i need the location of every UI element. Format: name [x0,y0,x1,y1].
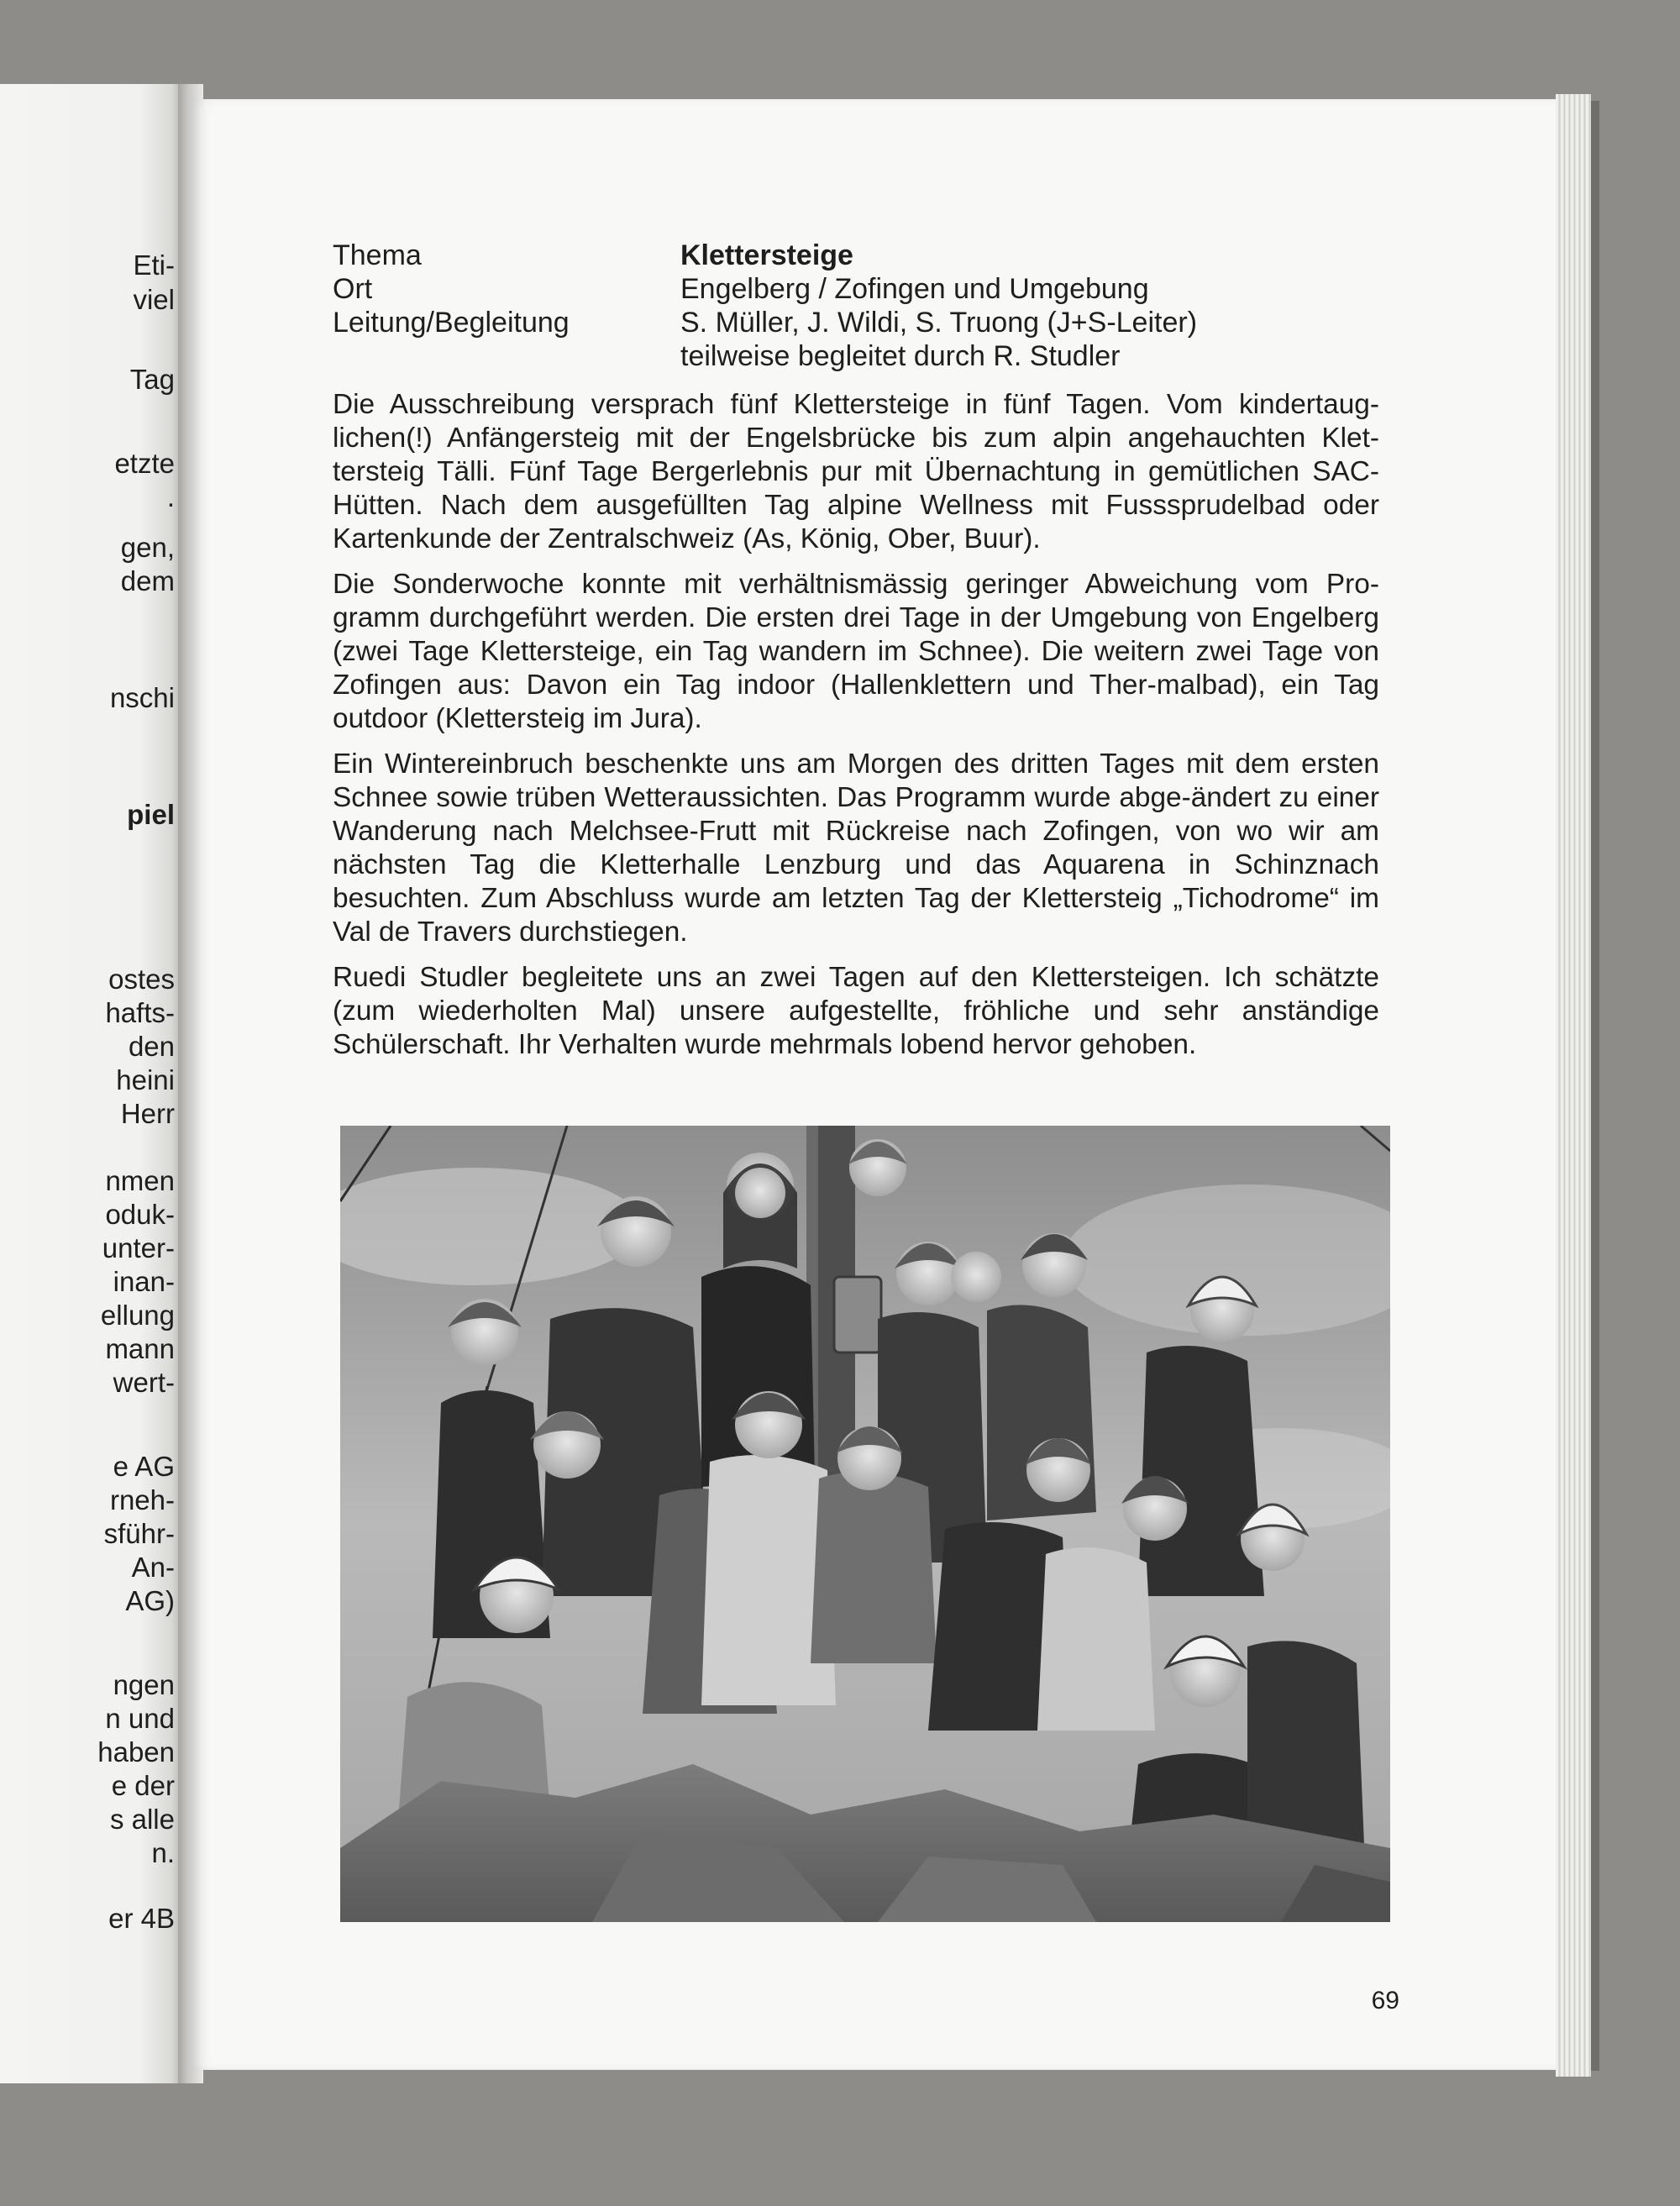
left-page-fragment: Herr [120,1098,175,1129]
article-paragraph: Ruedi Studler begleitete uns an zwei Tagen auf den Klettersteigen. Ich schätzte (zum wiederholten Mal) unsere aufgestellte, fröhliche und sehr anständige Schülerschaft. Ihr Verhalten wurde mehrmals lobend hervor gehoben. [333,962,1379,1060]
group-photo [340,1126,1390,1922]
meta-labels [333,239,570,339]
left-page-fragment: AG) [125,1585,175,1616]
meta-value-begleitung: teilweise begleitet durch R. Studler [680,340,1121,372]
left-page-fragment: heini [116,1064,175,1095]
left-page-fragment: n. [151,1837,175,1868]
article-body [333,388,1379,1062]
left-page-fragment: viel [133,284,175,315]
meta-label-thema: Thema [333,239,422,271]
left-page-heading-fragment: piel [127,799,175,830]
left-page-fragment: Eti- [133,249,175,281]
left-page-fragment: n und [105,1703,175,1734]
left-page-fragment: unter- [102,1232,175,1263]
left-page-fragment: sführ- [103,1518,175,1549]
page-number: 69 [1371,1987,1399,2014]
left-page-fragment: An- [131,1552,175,1583]
left-page-fragment: e AG [113,1451,175,1482]
meta-value-leitung: S. Müller, J. Wildi, S. Truong (J+S-Leiter) [680,307,1198,339]
left-page-fragment: ellung [100,1300,175,1331]
left-page-fragment: oduk- [105,1199,175,1230]
left-page-fragment: gen, [120,532,175,563]
left-page-fragment: etzte [114,448,175,479]
left-page-fragment: mann [105,1333,175,1364]
left-facing-page [0,84,186,2083]
left-page-fragment: e der [111,1770,175,1801]
left-page-fragment: er 4B [108,1903,175,1934]
article-paragraph: Die Sonderwoche konnte mit verhältnismässig geringer Abweichung vom Pro-gramm durchgeführt werden. Die ersten drei Tage in der Umgebung von Engelberg (zwei Tage Klettersteige, ein Tag wandern im Schnee). Die weitern zwei Tage von Zofingen aus: Davon ein Tag indoor (Hallenklettern und Ther-malbad), ein Tag outdoor (Klettersteig im Jura). [333,569,1379,734]
left-page-fragment: dem [120,565,175,596]
article-paragraph: Ein Wintereinbruch beschenkte uns am Morgen des dritten Tages mit dem ersten Schnee sowie trüben Wetteraussichten. Das Programm wurde abge-ändert zu einer Wanderung nach Melchsee-Frutt mit Rückreise nach Zofingen, von wo wir am nächsten Tag die Kletterhalle Lenzburg und das Aquarena in Schinznach besuchten. Zum Abschluss wurde am letzten Tag der Klettersteig „Tichodrome“ im Val de Travers durchstiegen. [333,748,1379,948]
meta-value-ort: Engelberg / Zofingen und Umgebung [680,273,1149,305]
left-page-fragment: nschi [109,682,175,713]
left-page-fragment: den [128,1031,175,1062]
meta-label-ort: Ort [333,273,373,305]
article-title: Klettersteige [680,239,853,271]
page-edges [1556,94,1591,2077]
left-page-fragment: Tag [129,364,175,395]
left-page-fragment: inan- [113,1266,175,1297]
left-page-fragment: rneh- [109,1484,175,1515]
article-meta [333,239,1379,380]
left-page-fragment: ostes [108,964,175,995]
meta-label-leitung: Leitung/Begleitung [333,307,570,339]
article [333,239,1379,1074]
left-page-fragment: . [166,481,175,512]
left-page-fragment: hafts- [105,997,175,1028]
group-photo-illustration [340,1126,1390,1922]
left-page-fragment: ngen [113,1669,175,1700]
left-page-fragment: nmen [105,1165,175,1196]
article-paragraph: Die Ausschreibung versprach fünf Klettersteige in fünf Tagen. Vom kindertaug-lichen(!) Anfängersteig mit der Engelsbrücke bis zum alpin angehauchten Klet-tersteig Tälli. Fünf Tage Bergerlebnis pur mit Übernachtung in gemütlichen SAC-Hütten. Nach dem ausgefüllten Tag alpine Wellness mit Fusssprudelbad oder Kartenkunde der Zentralschweiz (As, König, Ober, Buur). [333,389,1379,554]
left-page-fragment: s alle [109,1804,175,1835]
page-edges-shadow [1591,101,1599,2071]
left-page-fragment: wert- [113,1367,175,1398]
left-page-fragment: haben [97,1736,175,1767]
meta-values [680,239,1197,373]
